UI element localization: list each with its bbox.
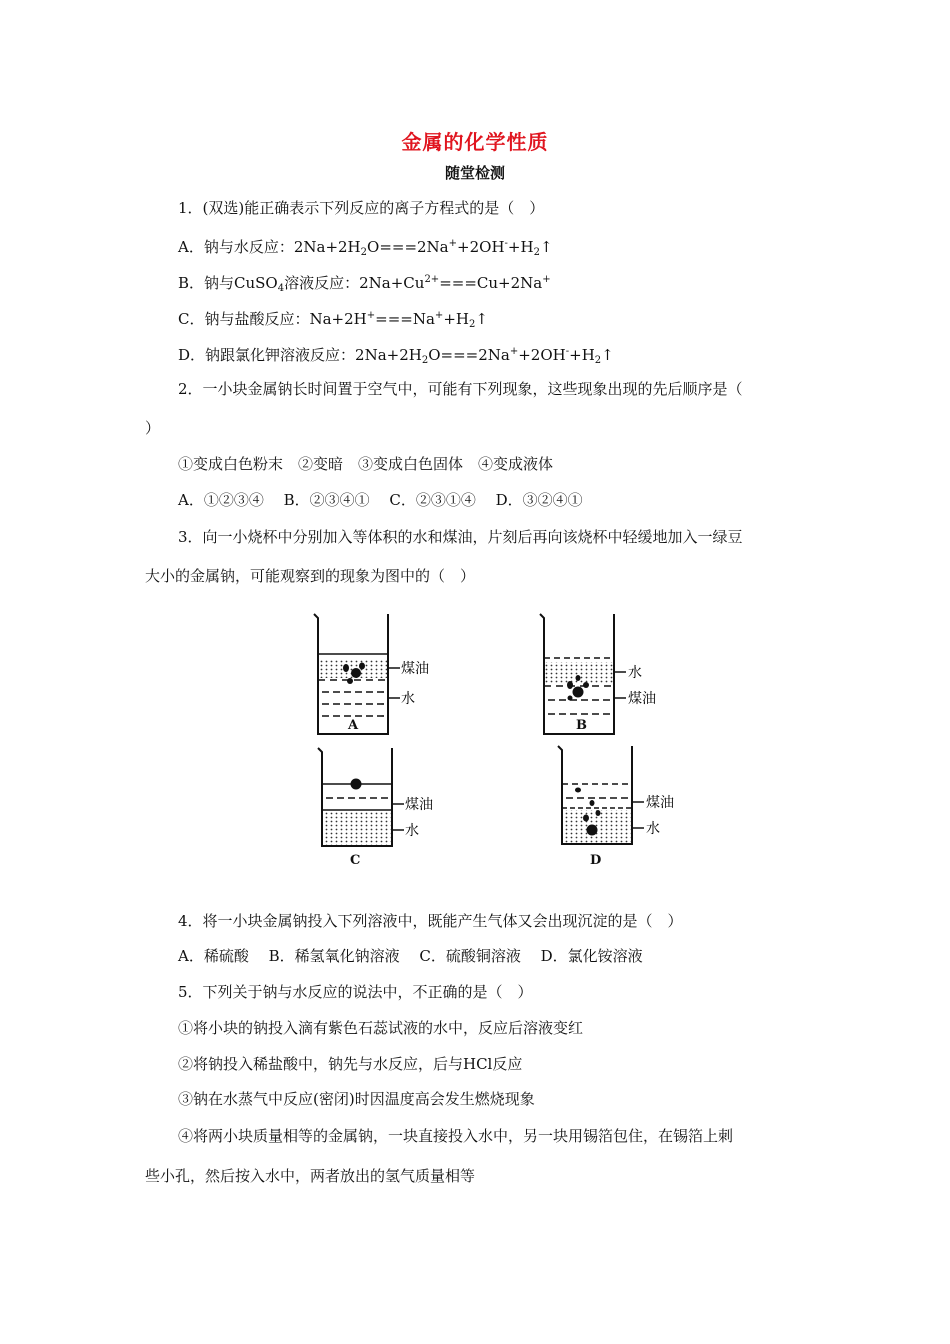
label-a-bottom: 水 bbox=[401, 691, 415, 707]
question-5-item-3: ③钠在水蒸气中反应(密闭)时因温度高会发生燃烧现象 bbox=[178, 1090, 535, 1108]
beaker-letter-d: D bbox=[590, 853, 602, 868]
beaker-letter-a: A bbox=[348, 718, 359, 733]
label-a-top: 煤油 bbox=[401, 661, 429, 677]
question-3-stem-cont: 大小的金属钠，可能观察到的现象为图中的（ ） bbox=[145, 567, 476, 585]
question-2-items: ①变成白色粉末 ②变暗 ③变成白色固体 ④变成液体 bbox=[178, 455, 554, 473]
question-1-option-c: C．钠与盐酸反应：$Na+2H^+===Na^++H_2↑$ bbox=[178, 310, 488, 330]
sodium-c bbox=[351, 779, 362, 790]
beaker-b bbox=[540, 614, 656, 734]
question-5-item-1: ①将小块的钠投入滴有紫色石蕊试液的水中，反应后溶液变红 bbox=[178, 1019, 584, 1037]
label-b-bottom: 煤油 bbox=[628, 691, 656, 707]
question-3-stem: 3．向一小烧杯中分别加入等体积的水和煤油，片刻后再向该烧杯中轻缓地加入一绿豆 bbox=[178, 528, 743, 546]
sodium-d bbox=[587, 825, 598, 836]
question-1-option-d: D．钠跟氯化钾溶液反应：$2Na+2H_2O===2Na^++2OH^-+H_2↑$ bbox=[178, 346, 614, 366]
label-c-bottom: 水 bbox=[405, 823, 419, 839]
question-5-item-2: ②将钠投入稀盐酸中，钠先与水反应，后与HCl反应 bbox=[178, 1055, 523, 1073]
question-1-option-a: A．钠与水反应：$2Na+2H_2O===2Na^++2OH^-+H_2↑$ bbox=[178, 238, 553, 258]
question-4-stem: 4．将一小块金属钠投入下列溶液中，既能产生气体又会出现沉淀的是（ ） bbox=[178, 912, 683, 930]
beaker-a bbox=[314, 614, 429, 734]
beaker-letter-b: B bbox=[576, 718, 587, 733]
beaker-figure bbox=[300, 608, 720, 868]
beaker-d bbox=[558, 746, 674, 844]
question-1-stem: 1．(双选)能正确表示下列反应的离子方程式的是（ ） bbox=[178, 199, 545, 217]
beaker-letter-c: C bbox=[350, 853, 361, 868]
label-d-top: 煤油 bbox=[646, 795, 674, 811]
section-subtitle: 随堂检测 bbox=[444, 164, 505, 182]
question-1-option-b: B．钠与CuSO$_4$溶液反应：$2Na+Cu^{2+}===Cu+2Na^+$ bbox=[178, 274, 551, 294]
question-5-stem: 5．下列关于钠与水反应的说法中，不正确的是（ ） bbox=[178, 983, 533, 1001]
label-c-top: 煤油 bbox=[405, 797, 433, 813]
question-5-item-4-cont: 些小孔，然后按入水中，两者放出的氢气质量相等 bbox=[145, 1167, 476, 1185]
question-4-options: A．稀硫酸 B．稀氢氧化钠溶液 C．硫酸铜溶液 D．氯化铵溶液 bbox=[178, 947, 643, 965]
label-b-top: 水 bbox=[628, 665, 642, 681]
beaker-c bbox=[318, 748, 433, 846]
question-2-stem-cont: ） bbox=[145, 419, 161, 437]
question-5-item-4: ④将两小块质量相等的金属钠，一块直接投入水中，另一块用锡箔包住，在锡箔上刺 bbox=[178, 1127, 734, 1145]
label-d-bottom: 水 bbox=[646, 821, 660, 837]
page-title: 金属的化学性质 bbox=[401, 130, 549, 154]
question-2-options: A．①②③④ B．②③④① C．②③①④ D．③②④① bbox=[178, 491, 583, 509]
sodium-a bbox=[351, 668, 361, 678]
question-2-stem: 2．一小块金属钠长时间置于空气中，可能有下列现象，这些现象出现的先后顺序是（ bbox=[178, 380, 743, 398]
sodium-b bbox=[573, 687, 584, 698]
